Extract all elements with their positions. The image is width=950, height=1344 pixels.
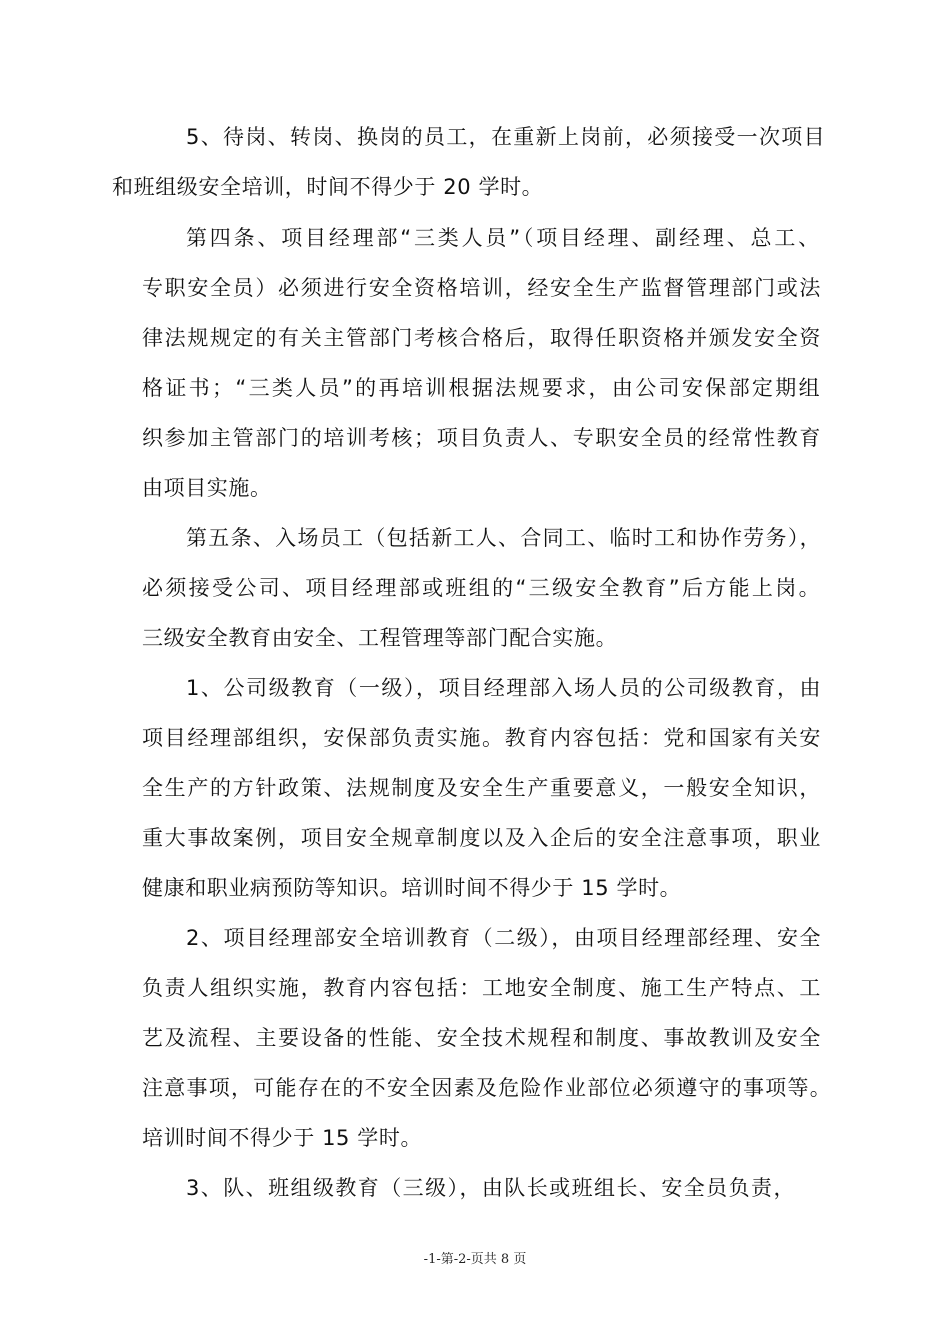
text-line: 重大事故案例，项目安全规章制度以及入企后的安全注意事项，职业 — [142, 826, 823, 850]
text-line: 第四条、项目经理部“三类人员”（项目经理、副经理、总工、 — [186, 226, 822, 250]
text-line: 由项目实施。 — [142, 476, 272, 500]
text-line: 第五条、入场员工（包括新工人、合同工、临时工和协作劳务）， — [186, 526, 822, 550]
text-line: 全生产的方针政策、法规制度及安全生产重要意义，一般安全知识， — [142, 776, 823, 800]
text-line: 2、项目经理部安全培训教育（二级），由项目经理部经理、安全 — [186, 926, 823, 950]
text-line: 3、队、班组级教育（三级），由队长或班组长、安全员负责， — [186, 1176, 796, 1200]
text-line: 健康和职业病预防等知识。培训时间不得少于 15 学时。 — [142, 876, 682, 900]
page-footer: -1-第-2-页共 8 页 — [423, 1252, 527, 1267]
text-line: 格证书；“三类人员”的再培训根据法规要求，由公司安保部定期组 — [142, 376, 822, 400]
text-line: 1、公司级教育（一级），项目经理部入场人员的公司级教育，由 — [186, 676, 823, 700]
text-line: 织参加主管部门的培训考核；项目负责人、专职安全员的经常性教育 — [142, 426, 823, 450]
text-line: 必须接受公司、项目经理部或班组的“三级安全教育”后方能上岗。 — [142, 576, 822, 600]
text-line: 注意事项，可能存在的不安全因素及危险作业部位必须遵守的事项等。 — [142, 1076, 833, 1100]
text-line: 负责人组织实施，教育内容包括：工地安全制度、施工生产特点、工 — [142, 976, 823, 1000]
text-line: 和班组级安全培训，时间不得少于 20 学时。 — [112, 175, 544, 199]
text-line: 艺及流程、主要设备的性能、安全技术规程和制度、事故教训及安全 — [142, 1026, 823, 1050]
text-line: 5、待岗、转岗、换岗的员工，在重新上岗前，必须接受一次项目 — [186, 125, 826, 149]
text-line: 项目经理部组织，安保部负责实施。教育内容包括：党和国家有关安 — [142, 726, 823, 750]
text-line: 三级安全教育由安全、工程管理等部门配合实施。 — [142, 626, 618, 650]
text-line: 培训时间不得少于 15 学时。 — [142, 1126, 423, 1150]
text-line: 律法规规定的有关主管部门考核合格后，取得任职资格并颁发安全资 — [142, 326, 823, 350]
text-line: 专职安全员）必须进行安全资格培训，经安全生产监督管理部门或法 — [142, 276, 823, 300]
